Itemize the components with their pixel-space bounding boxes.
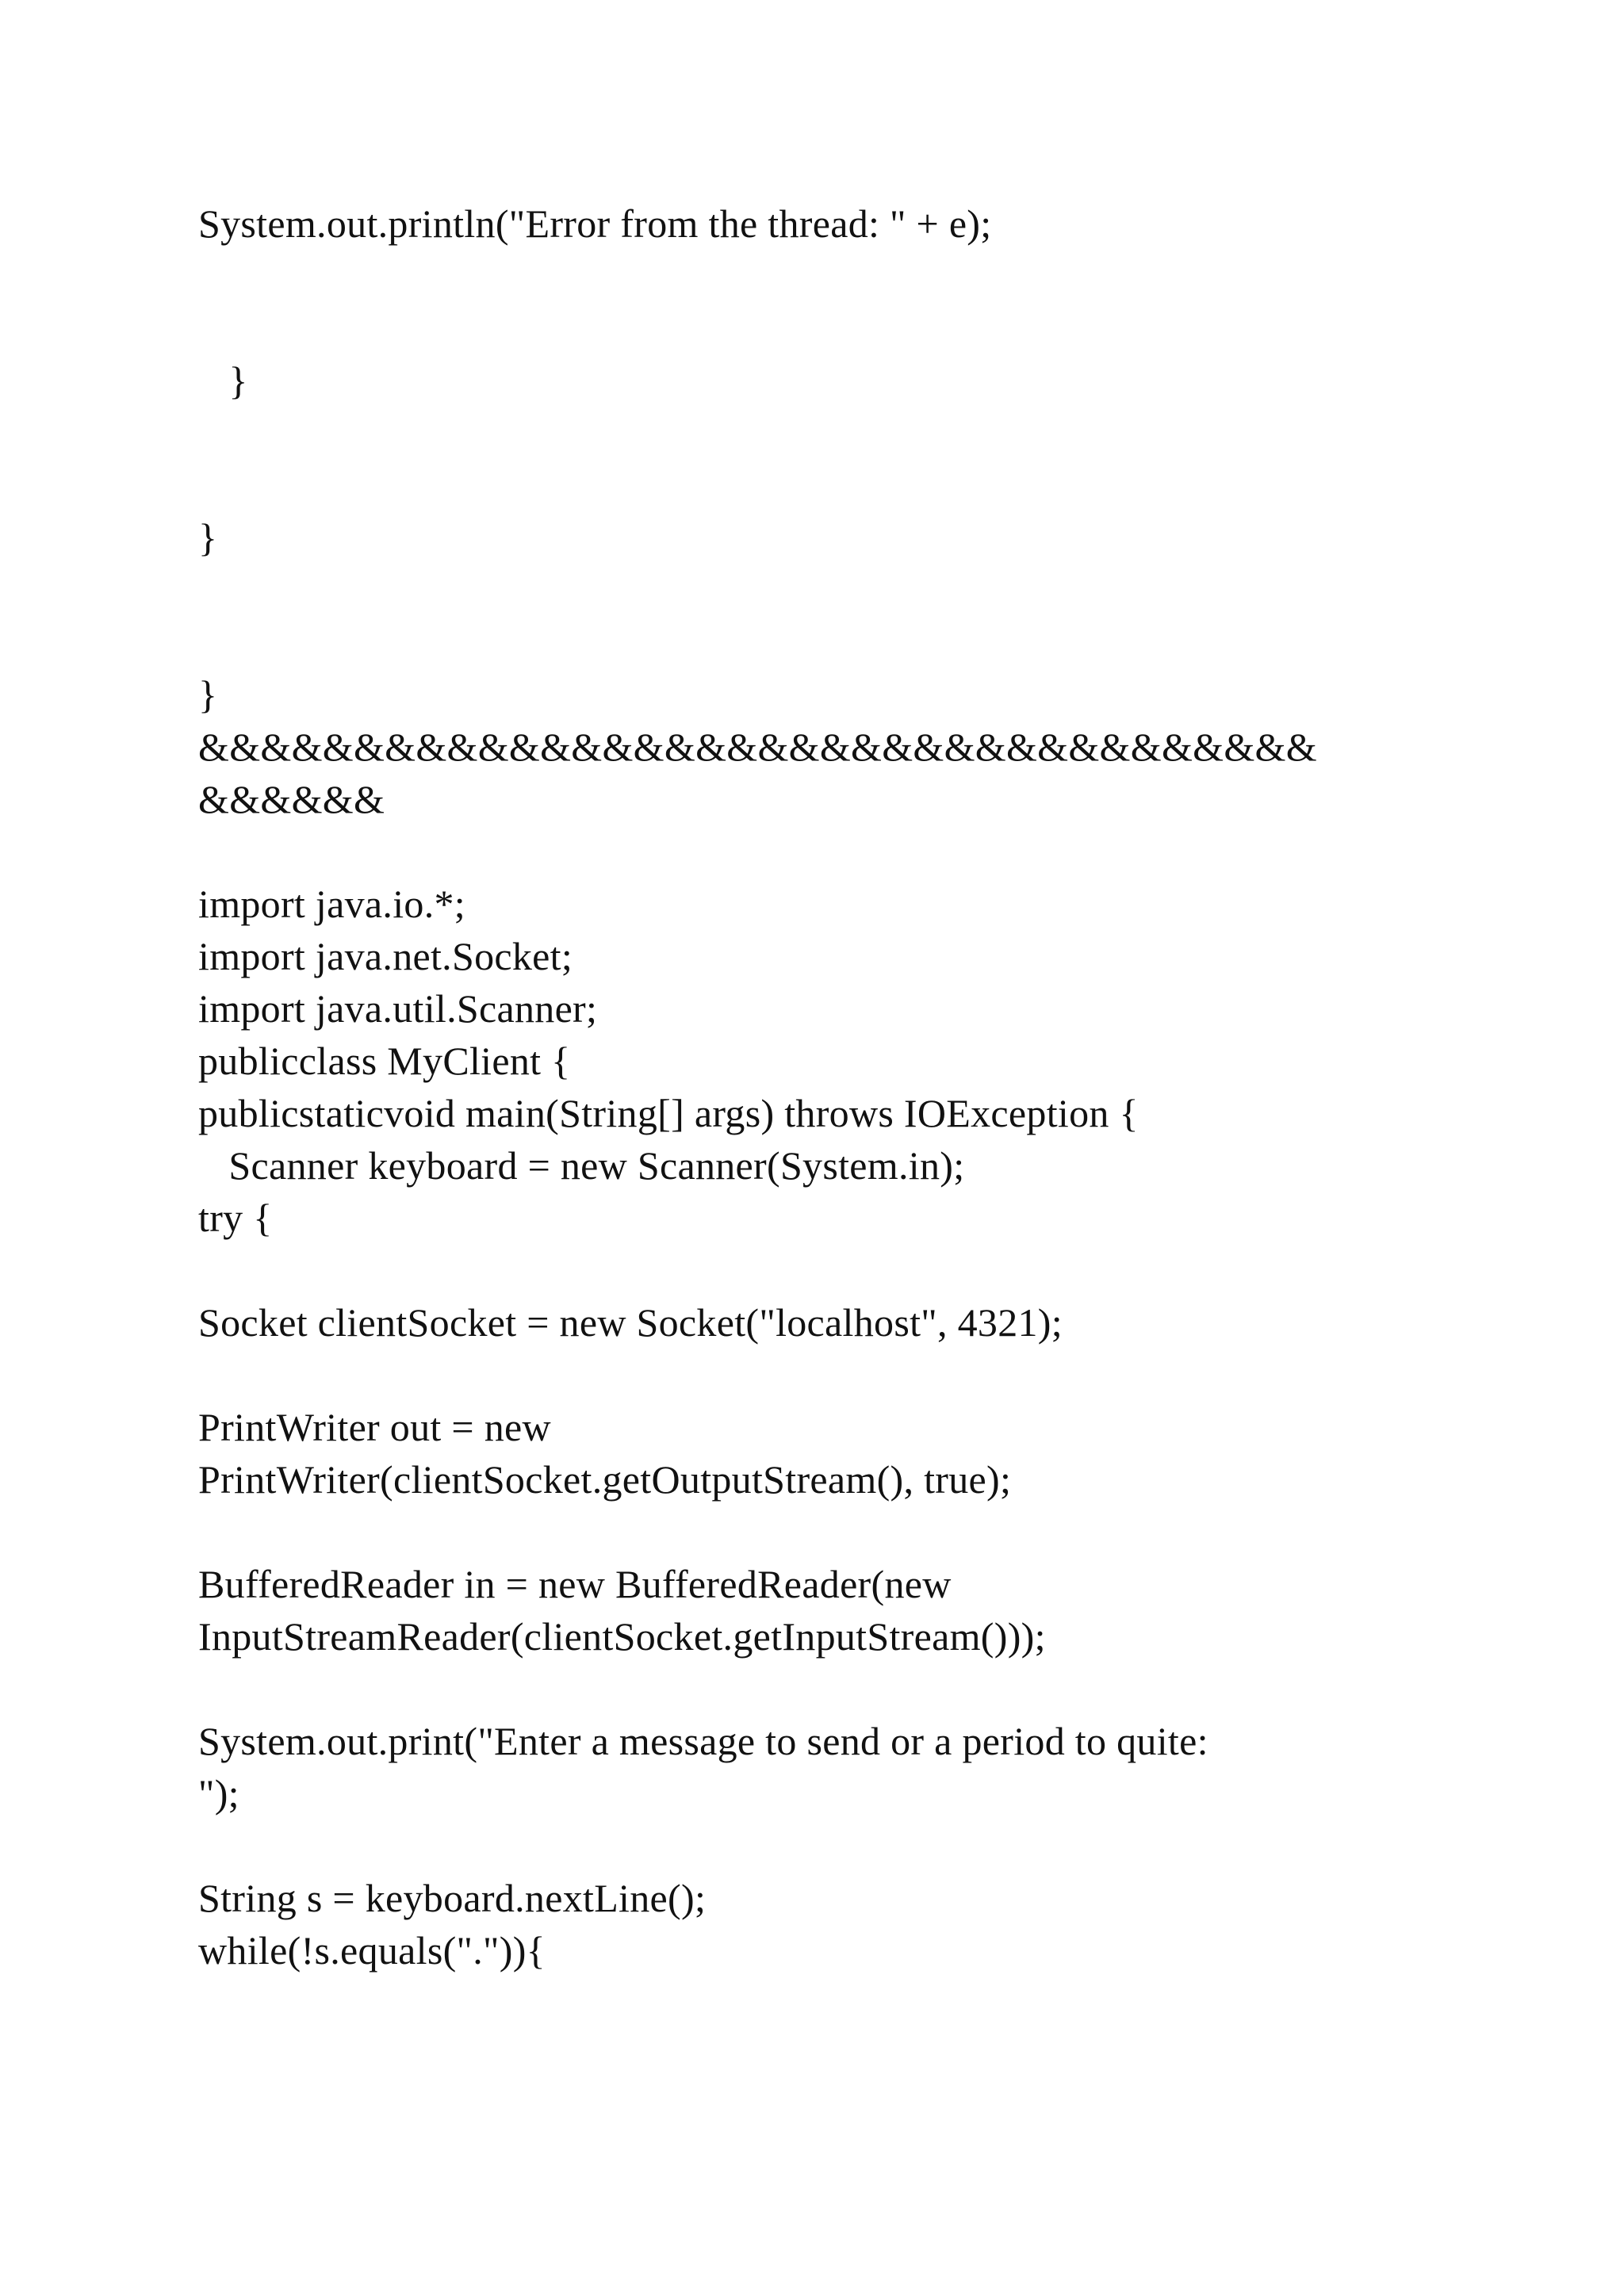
code-line: while(!s.equals(".")){ [198,1928,546,1973]
code-line: import java.io.*; [198,882,465,926]
code-line: } [198,515,218,560]
code-line: Socket clientSocket = new Socket("localhost", 4321); [198,1300,1063,1345]
code-line: PrintWriter out = new [198,1405,551,1449]
code-line: } [198,672,218,717]
separator-line: &&&&&& [198,777,385,821]
code-line: } [198,358,248,403]
code-line: String s = keyboard.nextLine(); [198,1876,707,1920]
code-line: publicstaticvoid main(String[] args) throws IOException { [198,1091,1139,1135]
separator-line: &&&&&&&&&&&&&&&&&&&&&&&&&&&&&&&&&&&& [198,725,1317,769]
code-line: PrintWriter(clientSocket.getOutputStream(), true); [198,1457,1012,1502]
code-line: System.out.println("Error from the thread: " + e); [198,201,992,246]
code-line: "); [198,1771,239,1816]
code-line: import java.net.Socket; [198,934,573,978]
code-line: Scanner keyboard = new Scanner(System.in); [198,1143,965,1188]
code-line: InputStreamReader(clientSocket.getInputStream())); [198,1614,1046,1659]
code-line: import java.util.Scanner; [198,986,598,1031]
code-line: try { [198,1196,273,1240]
code-line: System.out.print("Enter a message to send or a period to quite: [198,1719,1208,1763]
code-line: publicclass MyClient { [198,1039,571,1083]
code-line: BufferedReader in = new BufferedReader(new [198,1562,952,1606]
